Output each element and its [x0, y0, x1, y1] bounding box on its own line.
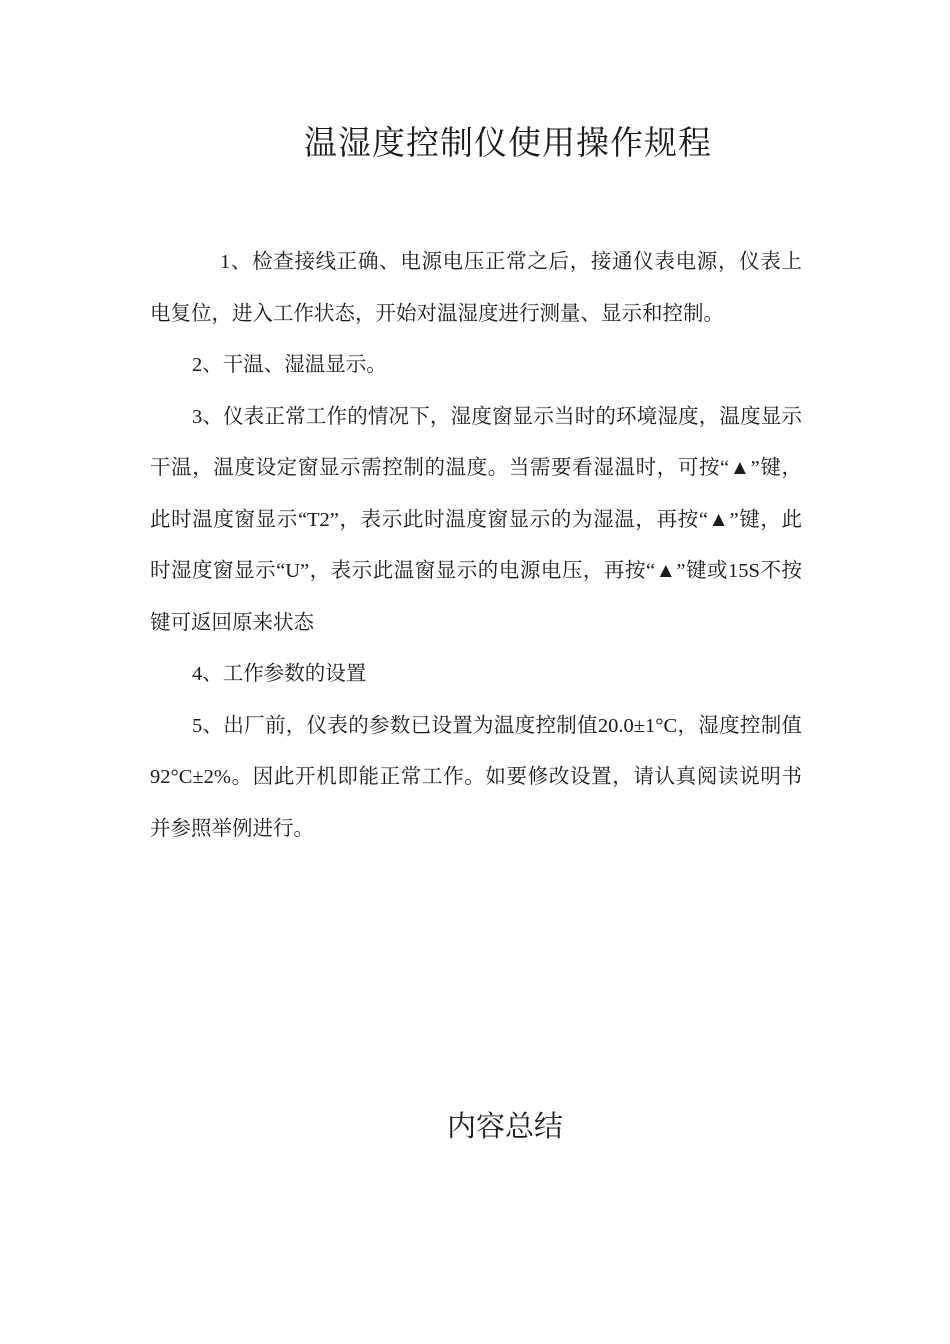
- paragraph-4: 4、工作参数的设置: [192, 663, 367, 685]
- document-title: 温湿度控制仪使用操作规程: [304, 126, 712, 162]
- paragraph-2: 2、干温、湿温显示。: [192, 354, 387, 376]
- paragraph-3: 3、仪表正常工作的情况下，湿度窗显示当时的环境湿度，温度显示干温，温度设定窗显示需控制的温度。当需要看湿温时，可按“▲”键，此时温度窗显示“T2”，表示此时温度窗显示的为湿温，再按“▲”键，此时湿度窗显示“U”，表示此温窗显示的电源电压，再按“▲”键或15S不按键可返回原来状态: [150, 405, 802, 634]
- document-body: [150, 237, 802, 855]
- paragraph-5: 5、出厂前，仪表的参数已设置为温度控制值20.0±1°C，湿度控制值92°C±2%。因此开机即能正常工作。如要修改设置，请认真阅读说明书并参照举例进行。: [150, 714, 802, 840]
- summary-heading: 内容总结: [446, 1111, 563, 1143]
- paragraph-1: 1、检查接线正确、电源电压正常之后，接通仪表电源，仪表上电复位，进入工作状态，开始对温湿度进行测量、显示和控制。: [150, 251, 802, 325]
